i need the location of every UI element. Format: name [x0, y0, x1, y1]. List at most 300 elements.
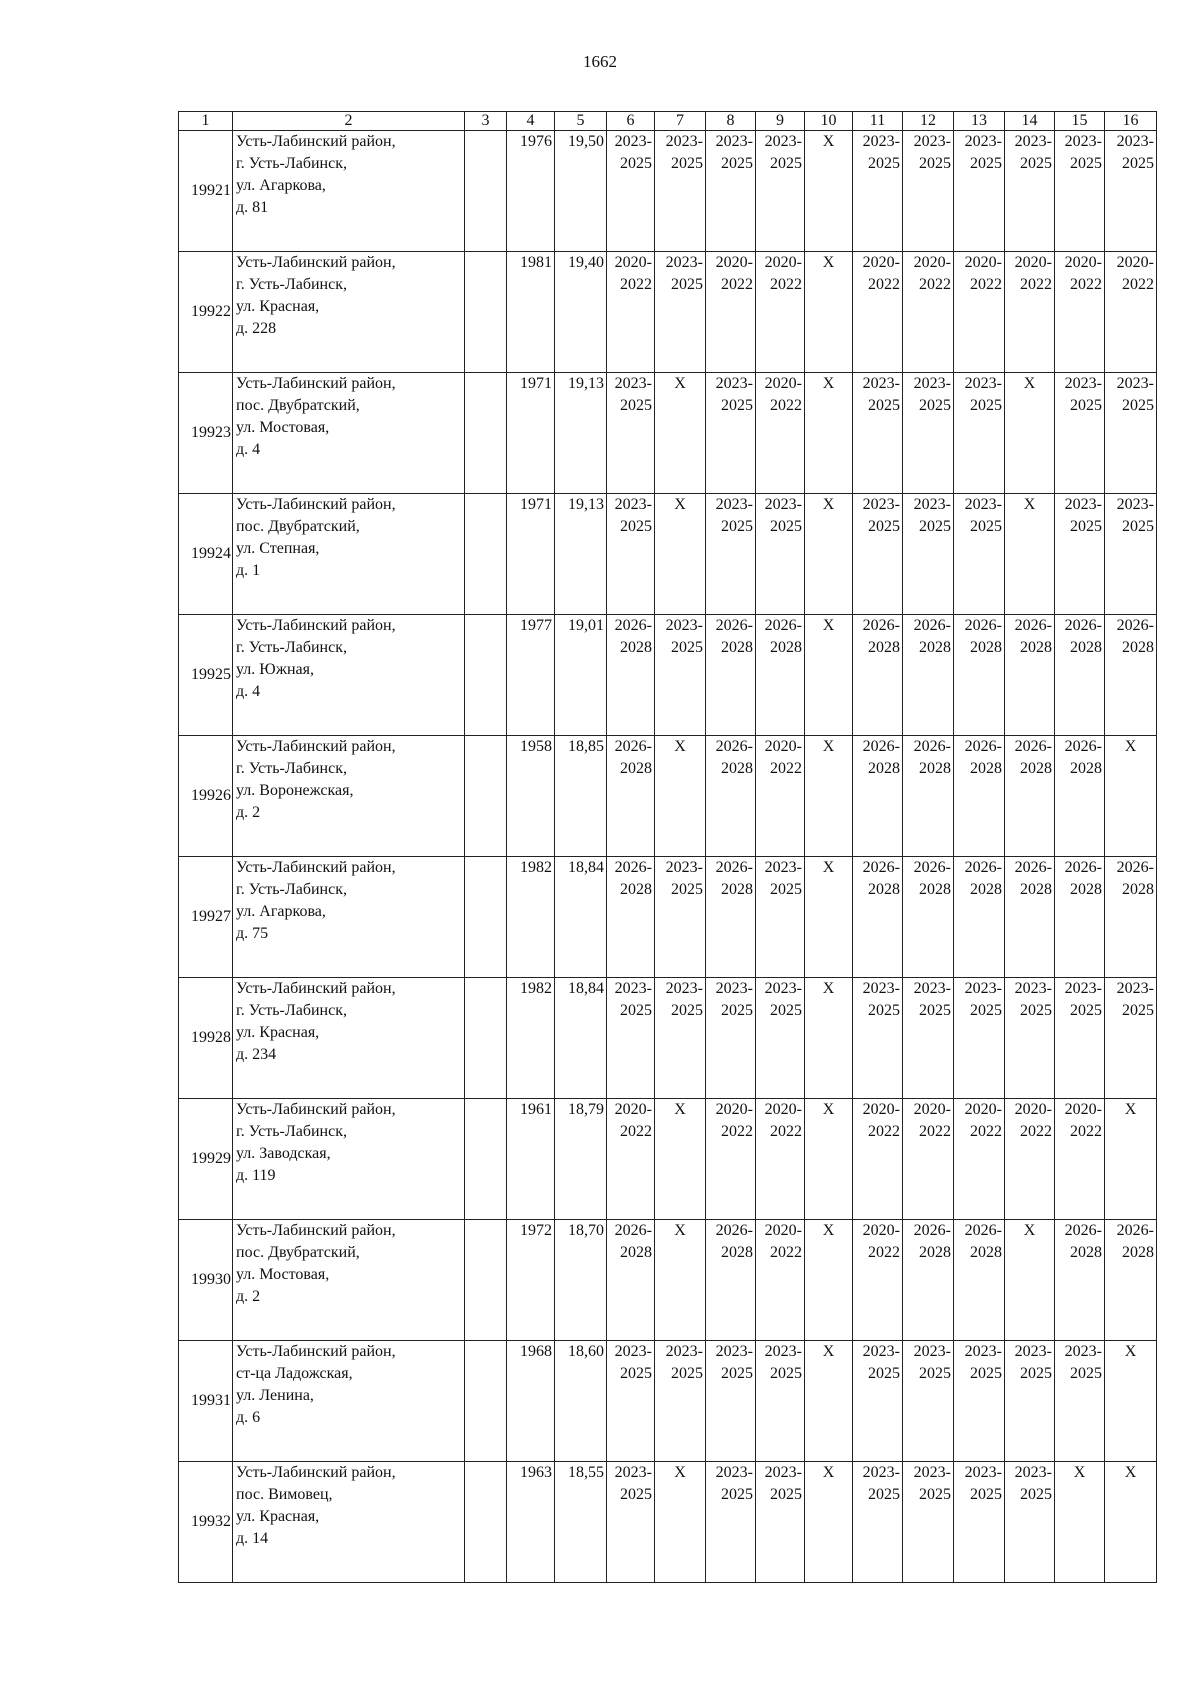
period-start: 2020- — [614, 1101, 652, 1118]
period-start: 2023- — [614, 980, 652, 997]
period-cell-col-16: Х — [1105, 1099, 1157, 1220]
period-start: 2023- — [665, 133, 703, 150]
period-cell-col-8 — [706, 1099, 756, 1220]
period-cell-col-6 — [607, 615, 655, 736]
period-start: 2023- — [715, 1343, 753, 1360]
period-cell-col-6 — [607, 131, 655, 252]
period-start: 2023- — [614, 1464, 652, 1481]
period-cell-col-8 — [706, 615, 756, 736]
period-start: 2026- — [862, 859, 900, 876]
table-row — [179, 615, 1157, 736]
period-end: 2028 — [1020, 639, 1052, 656]
address-line: Усть-Лабинский район, — [236, 617, 396, 634]
value-cell: 18,84 — [555, 978, 607, 1099]
period-cell-col-15 — [1055, 1341, 1105, 1462]
address-line: пос. Двубратский, — [236, 397, 360, 414]
address-line: Усть-Лабинский район, — [236, 1343, 396, 1360]
table-row — [179, 252, 1157, 373]
period-cell-col-9 — [756, 1220, 805, 1341]
period-start: 2023- — [862, 375, 900, 392]
header-row — [179, 112, 1157, 131]
period-cell-col-6 — [607, 252, 655, 373]
period-end: 2028 — [620, 639, 652, 656]
period-start: 2023- — [1064, 980, 1102, 997]
period-start: 2023- — [1116, 133, 1154, 150]
address-line: г. Усть-Лабинск, — [236, 881, 347, 898]
period-cell-col-7 — [655, 1341, 706, 1462]
address-cell — [233, 252, 465, 373]
period-cell-col-10: Х — [805, 373, 853, 494]
period-cell-col-13 — [954, 252, 1005, 373]
period-start: 2023- — [913, 980, 951, 997]
period-cell-col-16 — [1105, 131, 1157, 252]
period-start: 2023- — [715, 133, 753, 150]
period-cell-col-9 — [756, 615, 805, 736]
period-cell-col-7 — [655, 857, 706, 978]
period-start: 2023- — [862, 1343, 900, 1360]
column-3-cell — [465, 978, 507, 1099]
period-cell-col-10: Х — [805, 252, 853, 373]
period-start: 2020- — [764, 254, 802, 271]
period-cell-col-11 — [853, 1462, 903, 1583]
period-start: 2026- — [862, 738, 900, 755]
period-start: 2023- — [862, 1464, 900, 1481]
year-cell: 1958 — [507, 736, 555, 857]
period-end: 2022 — [1020, 1123, 1052, 1140]
period-cell-col-11 — [853, 1220, 903, 1341]
period-cell-col-9 — [756, 252, 805, 373]
period-start: 2020- — [1014, 1101, 1052, 1118]
period-end: 2028 — [919, 639, 951, 656]
table-row — [179, 131, 1157, 252]
period-cell-col-14: Х — [1005, 373, 1055, 494]
header-cell-7: 7 — [655, 112, 706, 131]
period-start: 2026- — [1116, 859, 1154, 876]
period-cell-col-7: Х — [655, 736, 706, 857]
period-end: 2028 — [919, 881, 951, 898]
period-start: 2020- — [715, 254, 753, 271]
period-start: 2023- — [614, 1343, 652, 1360]
table-header — [179, 112, 1157, 131]
period-cell-col-9 — [756, 978, 805, 1099]
period-end: 2022 — [770, 1123, 802, 1140]
period-end: 2025 — [1070, 1002, 1102, 1019]
period-cell-col-8 — [706, 857, 756, 978]
period-cell-col-9 — [756, 736, 805, 857]
address-cell — [233, 494, 465, 615]
period-end: 2028 — [1122, 1244, 1154, 1261]
address-line: ул. Красная, — [236, 1508, 320, 1525]
period-start: 2023- — [1064, 375, 1102, 392]
period-start: 2023- — [1014, 1464, 1052, 1481]
period-end: 2025 — [770, 518, 802, 535]
period-cell-col-13 — [954, 1220, 1005, 1341]
period-end: 2022 — [770, 276, 802, 293]
period-end: 2022 — [770, 1244, 802, 1261]
period-start: 2023- — [665, 617, 703, 634]
period-cell-col-9 — [756, 494, 805, 615]
period-end: 2025 — [671, 1365, 703, 1382]
period-end: 2025 — [671, 276, 703, 293]
period-cell-col-7 — [655, 615, 706, 736]
period-end: 2028 — [868, 639, 900, 656]
period-cell-col-16: Х — [1105, 1462, 1157, 1583]
period-start: 2023- — [764, 496, 802, 513]
period-start: 2026- — [1014, 738, 1052, 755]
period-start: 2026- — [764, 617, 802, 634]
period-start: 2023- — [1064, 496, 1102, 513]
period-cell-col-12 — [903, 1462, 954, 1583]
period-cell-col-15 — [1055, 252, 1105, 373]
period-start: 2023- — [1116, 496, 1154, 513]
period-cell-col-12 — [903, 615, 954, 736]
period-cell-col-14 — [1005, 857, 1055, 978]
period-start: 2020- — [964, 1101, 1002, 1118]
header-cell-13: 13 — [954, 112, 1005, 131]
period-cell-col-13 — [954, 131, 1005, 252]
period-end: 2025 — [970, 1486, 1002, 1503]
period-start: 2020- — [964, 254, 1002, 271]
table-row — [179, 494, 1157, 615]
address-line: ул. Воронежская, — [236, 782, 354, 799]
address-line: д. 4 — [236, 683, 261, 700]
address-cell — [233, 1462, 465, 1583]
period-cell-col-14 — [1005, 131, 1055, 252]
period-start: 2023- — [665, 254, 703, 271]
period-end: 2028 — [1070, 881, 1102, 898]
period-cell-col-10: Х — [805, 736, 853, 857]
column-3-cell — [465, 1220, 507, 1341]
period-end: 2025 — [770, 1365, 802, 1382]
row-number-cell: 19923 — [179, 373, 233, 494]
period-start: 2020- — [764, 1101, 802, 1118]
period-cell-col-16: Х — [1105, 736, 1157, 857]
period-start: 2023- — [715, 496, 753, 513]
header-cell-16: 16 — [1105, 112, 1157, 131]
year-cell: 1982 — [507, 857, 555, 978]
period-cell-col-14: Х — [1005, 494, 1055, 615]
period-cell-col-12 — [903, 978, 954, 1099]
period-end: 2028 — [919, 760, 951, 777]
table-row — [179, 857, 1157, 978]
address-line: ул. Красная, — [236, 1024, 320, 1041]
period-start: 2023- — [764, 1464, 802, 1481]
header-cell-15: 15 — [1055, 112, 1105, 131]
address-line: пос. Вимовец, — [236, 1486, 333, 1503]
period-cell-col-16 — [1105, 494, 1157, 615]
period-cell-col-10: Х — [805, 1462, 853, 1583]
address-line: Усть-Лабинский район, — [236, 859, 396, 876]
period-start: 2023- — [1064, 1343, 1102, 1360]
period-start: 2026- — [1064, 617, 1102, 634]
period-end: 2022 — [970, 1123, 1002, 1140]
row-number-cell: 19925 — [179, 615, 233, 736]
address-line: Усть-Лабинский район, — [236, 980, 396, 997]
period-start: 2026- — [1116, 1222, 1154, 1239]
period-cell-col-15 — [1055, 1099, 1105, 1220]
period-end: 2025 — [868, 518, 900, 535]
period-cell-col-8 — [706, 1341, 756, 1462]
address-cell — [233, 1220, 465, 1341]
row-number-cell: 19929 — [179, 1099, 233, 1220]
period-cell-col-11 — [853, 978, 903, 1099]
period-cell-col-9 — [756, 1462, 805, 1583]
period-cell-col-8 — [706, 978, 756, 1099]
period-start: 2026- — [715, 1222, 753, 1239]
period-cell-col-15 — [1055, 615, 1105, 736]
address-line: ст-ца Ладожская, — [236, 1365, 353, 1382]
period-cell-col-15 — [1055, 736, 1105, 857]
year-cell: 1971 — [507, 494, 555, 615]
header-cell-12: 12 — [903, 112, 954, 131]
period-cell-col-9 — [756, 857, 805, 978]
period-start: 2023- — [614, 375, 652, 392]
address-line: пос. Двубратский, — [236, 518, 360, 535]
year-cell: 1976 — [507, 131, 555, 252]
period-end: 2025 — [770, 881, 802, 898]
column-3-cell — [465, 857, 507, 978]
address-line: пос. Двубратский, — [236, 1244, 360, 1261]
period-cell-col-16 — [1105, 252, 1157, 373]
period-end: 2022 — [620, 1123, 652, 1140]
period-end: 2025 — [868, 1002, 900, 1019]
period-end: 2028 — [1070, 639, 1102, 656]
period-cell-col-6 — [607, 736, 655, 857]
period-cell-col-10: Х — [805, 978, 853, 1099]
period-start: 2020- — [1014, 254, 1052, 271]
period-cell-col-7 — [655, 252, 706, 373]
column-3-cell — [465, 131, 507, 252]
address-line: ул. Агаркова, — [236, 177, 326, 194]
period-start: 2023- — [913, 1343, 951, 1360]
period-end: 2022 — [868, 1244, 900, 1261]
period-end: 2025 — [868, 397, 900, 414]
period-start: 2023- — [1014, 980, 1052, 997]
column-3-cell — [465, 1341, 507, 1462]
period-end: 2028 — [868, 881, 900, 898]
address-line: г. Усть-Лабинск, — [236, 276, 347, 293]
period-start: 2023- — [715, 1464, 753, 1481]
period-start: 2026- — [964, 859, 1002, 876]
column-3-cell — [465, 373, 507, 494]
address-cell — [233, 978, 465, 1099]
period-cell-col-10: Х — [805, 1341, 853, 1462]
period-start: 2020- — [1064, 1101, 1102, 1118]
period-start: 2020- — [764, 375, 802, 392]
period-cell-col-16: Х — [1105, 1341, 1157, 1462]
period-end: 2022 — [868, 276, 900, 293]
period-end: 2025 — [671, 1002, 703, 1019]
period-end: 2025 — [1122, 397, 1154, 414]
year-cell: 1977 — [507, 615, 555, 736]
address-line: г. Усть-Лабинск, — [236, 1002, 347, 1019]
address-line: д. 2 — [236, 804, 261, 821]
period-cell-col-7: Х — [655, 1099, 706, 1220]
period-end: 2028 — [919, 1244, 951, 1261]
period-cell-col-7 — [655, 131, 706, 252]
period-end: 2025 — [1070, 1365, 1102, 1382]
value-cell: 18,85 — [555, 736, 607, 857]
year-cell: 1968 — [507, 1341, 555, 1462]
address-line: Усть-Лабинский район, — [236, 738, 396, 755]
address-cell — [233, 857, 465, 978]
period-cell-col-12 — [903, 857, 954, 978]
period-cell-col-12 — [903, 1220, 954, 1341]
address-cell — [233, 736, 465, 857]
period-cell-col-6 — [607, 373, 655, 494]
address-line: д. 228 — [236, 320, 277, 337]
period-cell-col-15: Х — [1055, 1462, 1105, 1583]
period-cell-col-15 — [1055, 494, 1105, 615]
period-end: 2025 — [1070, 155, 1102, 172]
period-start: 2026- — [1064, 738, 1102, 755]
value-cell: 18,79 — [555, 1099, 607, 1220]
period-cell-col-14 — [1005, 1462, 1055, 1583]
period-cell-col-13 — [954, 373, 1005, 494]
period-end: 2025 — [721, 1002, 753, 1019]
table-body — [179, 131, 1157, 1583]
period-cell-col-8 — [706, 252, 756, 373]
period-cell-col-9 — [756, 1341, 805, 1462]
period-cell-col-15 — [1055, 131, 1105, 252]
period-start: 2026- — [1064, 859, 1102, 876]
address-line: д. 6 — [236, 1409, 261, 1426]
period-cell-col-12 — [903, 494, 954, 615]
period-cell-col-14 — [1005, 736, 1055, 857]
period-end: 2025 — [721, 397, 753, 414]
page-number: 1662 — [583, 52, 617, 71]
value-cell: 19,01 — [555, 615, 607, 736]
period-end: 2025 — [620, 155, 652, 172]
period-cell-col-8 — [706, 494, 756, 615]
period-cell-col-16 — [1105, 857, 1157, 978]
period-cell-col-6 — [607, 978, 655, 1099]
period-start: 2026- — [715, 738, 753, 755]
period-start: 2026- — [1064, 1222, 1102, 1239]
period-end: 2025 — [671, 639, 703, 656]
period-end: 2028 — [1122, 881, 1154, 898]
period-end: 2022 — [970, 276, 1002, 293]
period-start: 2026- — [913, 738, 951, 755]
period-cell-col-11 — [853, 131, 903, 252]
period-end: 2025 — [919, 155, 951, 172]
period-cell-col-13 — [954, 1341, 1005, 1462]
period-cell-col-14 — [1005, 615, 1055, 736]
year-cell: 1963 — [507, 1462, 555, 1583]
address-line: д. 75 — [236, 925, 269, 942]
period-start: 2023- — [764, 1343, 802, 1360]
period-end: 2025 — [1020, 155, 1052, 172]
period-end: 2025 — [620, 1486, 652, 1503]
period-cell-col-11 — [853, 1341, 903, 1462]
row-number-cell: 19926 — [179, 736, 233, 857]
period-cell-col-14: Х — [1005, 1220, 1055, 1341]
period-start: 2020- — [862, 1222, 900, 1239]
value-cell: 18,70 — [555, 1220, 607, 1341]
header-cell-5: 5 — [555, 112, 607, 131]
period-end: 2028 — [620, 760, 652, 777]
period-cell-col-8 — [706, 1220, 756, 1341]
period-cell-col-10: Х — [805, 131, 853, 252]
value-cell: 19,50 — [555, 131, 607, 252]
period-cell-col-13 — [954, 857, 1005, 978]
table-row — [179, 1462, 1157, 1583]
address-line: д. 1 — [236, 562, 261, 579]
period-end: 2028 — [721, 1244, 753, 1261]
period-start: 2020- — [1064, 254, 1102, 271]
period-cell-col-11 — [853, 494, 903, 615]
period-end: 2028 — [770, 639, 802, 656]
period-end: 2028 — [970, 881, 1002, 898]
period-start: 2023- — [1116, 980, 1154, 997]
year-cell: 1972 — [507, 1220, 555, 1341]
period-end: 2025 — [620, 1002, 652, 1019]
period-cell-col-11 — [853, 1099, 903, 1220]
period-start: 2026- — [913, 617, 951, 634]
period-start: 2023- — [764, 859, 802, 876]
period-cell-col-14 — [1005, 1099, 1055, 1220]
period-end: 2025 — [919, 1486, 951, 1503]
period-start: 2020- — [862, 254, 900, 271]
period-end: 2022 — [1070, 276, 1102, 293]
table-row — [179, 1220, 1157, 1341]
period-end: 2022 — [1020, 276, 1052, 293]
period-end: 2028 — [1070, 1244, 1102, 1261]
period-cell-col-8 — [706, 736, 756, 857]
period-cell-col-10: Х — [805, 1099, 853, 1220]
period-cell-col-7: Х — [655, 1462, 706, 1583]
period-start: 2026- — [614, 859, 652, 876]
period-cell-col-16 — [1105, 978, 1157, 1099]
address-cell — [233, 373, 465, 494]
address-line: ул. Степная, — [236, 540, 320, 557]
period-start: 2023- — [964, 375, 1002, 392]
period-cell-col-11 — [853, 373, 903, 494]
period-start: 2026- — [614, 738, 652, 755]
period-start: 2026- — [614, 1222, 652, 1239]
period-end: 2025 — [721, 1365, 753, 1382]
address-line: Усть-Лабинский район, — [236, 133, 396, 150]
address-cell — [233, 1099, 465, 1220]
period-end: 2025 — [919, 1002, 951, 1019]
period-end: 2022 — [919, 276, 951, 293]
value-cell: 18,60 — [555, 1341, 607, 1462]
address-line: г. Усть-Лабинск, — [236, 639, 347, 656]
period-cell-col-8 — [706, 373, 756, 494]
period-start: 2026- — [862, 617, 900, 634]
header-cell-8: 8 — [706, 112, 756, 131]
address-line: г. Усть-Лабинск, — [236, 155, 347, 172]
address-line: д. 4 — [236, 441, 261, 458]
period-cell-col-13 — [954, 1099, 1005, 1220]
header-cell-1: 1 — [179, 112, 233, 131]
column-3-cell — [465, 252, 507, 373]
period-cell-col-9 — [756, 131, 805, 252]
period-cell-col-7: Х — [655, 373, 706, 494]
period-end: 2028 — [1020, 760, 1052, 777]
period-end: 2025 — [671, 881, 703, 898]
period-start: 2026- — [913, 1222, 951, 1239]
period-start: 2023- — [665, 859, 703, 876]
period-start: 2023- — [764, 133, 802, 150]
period-start: 2023- — [665, 980, 703, 997]
row-number-cell: 19931 — [179, 1341, 233, 1462]
period-end: 2025 — [620, 1365, 652, 1382]
table-row — [179, 736, 1157, 857]
period-start: 2023- — [1064, 133, 1102, 150]
period-cell-col-15 — [1055, 857, 1105, 978]
period-start: 2023- — [665, 1343, 703, 1360]
